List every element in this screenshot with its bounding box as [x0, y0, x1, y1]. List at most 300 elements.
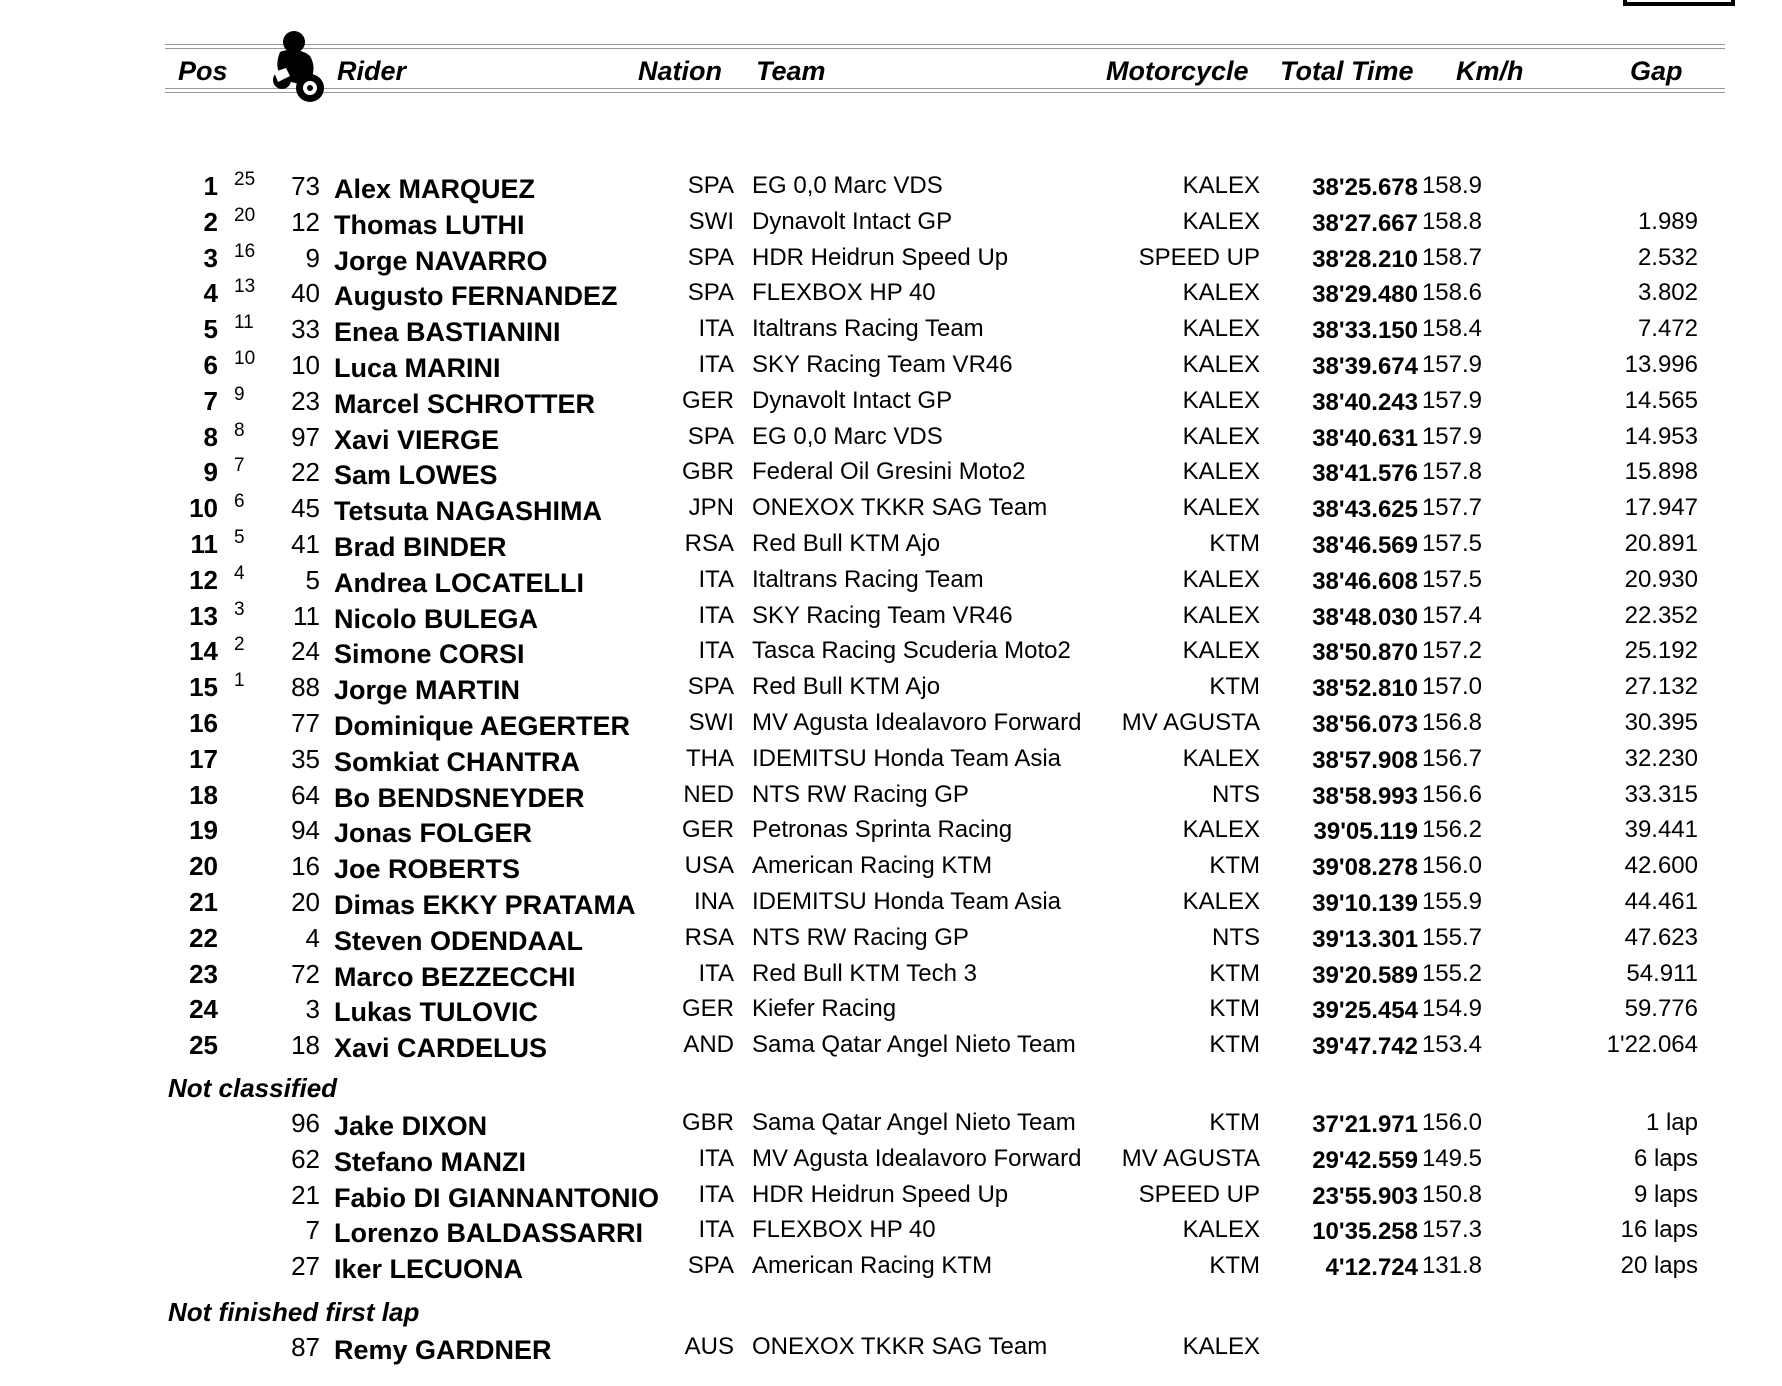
row-motorcycle: KALEX — [1182, 351, 1260, 378]
row-nation: AND — [683, 1031, 734, 1059]
row-position: 12 — [189, 564, 218, 595]
row-motorcycle: SPEED UP — [1138, 243, 1260, 271]
row-total-time: 38'58.993 — [1312, 782, 1418, 810]
row-rider-name: Augusto FERNANDEZ — [334, 281, 618, 312]
row-total-time: 39'10.139 — [1312, 890, 1418, 917]
row-speed: 155.9 — [1421, 888, 1482, 915]
row-motorcycle: KALEX — [1182, 816, 1260, 844]
corner-frame — [1623, 0, 1735, 6]
row-team: HDR Heidrun Speed Up — [752, 243, 1009, 271]
row-rider-name: Luca MARINI — [334, 353, 501, 383]
table-row — [0, 1027, 1782, 1063]
row-rider-number: 12 — [291, 206, 320, 237]
row-points: 7 — [234, 455, 245, 477]
row-speed: 156.0 — [1421, 852, 1482, 880]
row-rider-name: Enea BASTIANINI — [334, 317, 561, 348]
row-rider-number: 24 — [291, 636, 320, 667]
row-motorcycle: MV AGUSTA — [1121, 1144, 1260, 1172]
row-nation: ITA — [698, 351, 734, 378]
row-team: NTS RW Racing GP — [752, 923, 969, 951]
table-row — [0, 419, 1782, 455]
row-gap: 25.192 — [1624, 637, 1698, 665]
row-team: Kiefer Racing — [752, 995, 897, 1023]
row-total-time: 39'13.301 — [1312, 925, 1418, 953]
row-position: 23 — [189, 958, 218, 989]
row-speed: 156.8 — [1421, 709, 1482, 736]
row-gap: 16 laps — [1620, 1216, 1698, 1244]
row-gap: 14.565 — [1624, 386, 1698, 414]
row-rider-number: 23 — [291, 385, 320, 416]
table-row — [0, 991, 1782, 1027]
row-rider-name: Andrea LOCATELLI — [334, 567, 585, 598]
section-not-finished: Not finished first lap — [168, 1297, 420, 1327]
row-position: 17 — [189, 743, 218, 774]
row-total-time: 38'50.870 — [1312, 639, 1418, 667]
row-points: 4 — [234, 562, 245, 584]
row-speed: 154.9 — [1421, 995, 1482, 1023]
row-position: 14 — [189, 636, 218, 667]
row-nation: INA — [693, 888, 734, 915]
row-gap: 22.352 — [1624, 601, 1698, 629]
row-motorcycle: SPEED UP — [1138, 1180, 1260, 1208]
row-nation: SPA — [687, 422, 734, 450]
row-gap: 14.953 — [1624, 422, 1698, 450]
row-position: 6 — [203, 350, 218, 380]
header-rider: Rider — [337, 56, 407, 86]
row-team: Tasca Racing Scuderia Moto2 — [752, 637, 1071, 665]
row-nation: SPA — [687, 279, 734, 307]
row-rider-number: 3 — [305, 994, 320, 1025]
row-rider-name: Jonas FOLGER — [334, 818, 533, 849]
row-motorcycle: KALEX — [1182, 458, 1260, 486]
row-position: 10 — [189, 493, 218, 524]
row-speed: 158.9 — [1421, 172, 1482, 199]
row-nation: ITA — [698, 637, 734, 665]
row-points: 11 — [234, 312, 254, 334]
row-rider-name: Lukas TULOVIC — [334, 997, 539, 1028]
row-team: NTS RW Racing GP — [752, 780, 969, 808]
row-rider-name: Jake DIXON — [334, 1111, 488, 1141]
row-motorcycle: KTM — [1209, 852, 1260, 880]
row-team: EG 0,0 Marc VDS — [752, 422, 943, 450]
row-total-time: 39'25.454 — [1312, 997, 1418, 1025]
row-position: 24 — [189, 994, 218, 1025]
row-gap: 20.930 — [1624, 565, 1698, 593]
row-nation: RSA — [684, 923, 734, 951]
row-nation: GBR — [681, 1109, 734, 1136]
row-total-time: 38'57.908 — [1312, 746, 1418, 774]
row-total-time: 29'42.559 — [1312, 1146, 1418, 1174]
table-row — [0, 240, 1782, 276]
row-rider-name: Fabio DI GIANNANTONIO — [334, 1182, 660, 1213]
header-rule-bottom-2 — [165, 92, 1725, 93]
row-gap: 27.132 — [1624, 673, 1698, 701]
row-speed: 149.5 — [1421, 1144, 1482, 1172]
row-total-time: 38'40.631 — [1312, 424, 1418, 452]
table-row — [0, 526, 1782, 562]
row-speed: 155.2 — [1421, 959, 1482, 987]
table-row — [0, 1141, 1782, 1177]
row-motorcycle: KTM — [1209, 995, 1260, 1023]
row-nation: ITA — [698, 1216, 734, 1244]
table-row — [0, 1105, 1782, 1141]
row-points: 10 — [234, 348, 256, 369]
header-pos: Pos — [178, 56, 228, 86]
row-gap: 47.623 — [1624, 923, 1698, 951]
table-row — [0, 920, 1782, 956]
row-motorcycle: KALEX — [1182, 601, 1260, 629]
row-speed: 157.3 — [1421, 1216, 1482, 1244]
row-total-time: 38'27.667 — [1312, 209, 1418, 237]
row-nation: SPA — [687, 243, 734, 271]
row-motorcycle: KTM — [1209, 1031, 1260, 1059]
row-gap: 42.600 — [1624, 852, 1698, 880]
row-team: Italtrans Racing Team — [752, 565, 984, 593]
row-position: 16 — [189, 708, 218, 738]
row-motorcycle: NTS — [1212, 780, 1260, 808]
header-nation: Nation — [638, 56, 722, 86]
row-motorcycle: KALEX — [1182, 422, 1260, 450]
row-rider-name: Alex MARQUEZ — [334, 174, 536, 204]
row-rider-number: 41 — [291, 529, 320, 559]
row-total-time: 38'29.480 — [1312, 281, 1418, 309]
row-rider-number: 7 — [305, 1215, 320, 1246]
row-nation: SWI — [688, 709, 734, 736]
row-gap: 33.315 — [1624, 780, 1698, 808]
row-rider-number: 73 — [291, 171, 320, 201]
row-speed: 157.9 — [1421, 422, 1482, 450]
row-total-time: 38'46.569 — [1312, 532, 1418, 559]
row-rider-name: Somkiat CHANTRA — [334, 746, 581, 777]
section-not-classified: Not classified — [168, 1073, 338, 1103]
row-rider-name: Dimas EKKY PRATAMA — [334, 890, 636, 920]
row-nation: GER — [681, 386, 734, 414]
row-rider-name: Marco BEZZECCHI — [334, 961, 576, 992]
row-rider-number: 10 — [291, 350, 320, 380]
row-speed: 157.5 — [1421, 565, 1482, 593]
row-speed: 157.8 — [1421, 458, 1482, 486]
row-total-time: 10'35.258 — [1312, 1218, 1418, 1246]
row-team: EG 0,0 Marc VDS — [752, 172, 943, 199]
row-points: 13 — [234, 276, 256, 298]
row-total-time: 38'52.810 — [1312, 675, 1418, 703]
row-points: 1 — [234, 670, 245, 692]
row-team: MV Agusta Idealavoro Forward — [752, 709, 1082, 736]
row-motorcycle: KTM — [1209, 959, 1260, 987]
row-team: ONEXOX TKKR SAG Team — [752, 494, 1048, 522]
row-speed: 157.7 — [1421, 494, 1482, 522]
row-rider-name: Lorenzo BALDASSARRI — [334, 1218, 643, 1249]
row-rider-number: 35 — [291, 743, 320, 774]
row-motorcycle: NTS — [1212, 923, 1260, 951]
row-position: 25 — [189, 1030, 218, 1061]
row-speed: 157.5 — [1421, 530, 1482, 557]
row-nation: SPA — [687, 1252, 734, 1280]
row-rider-number: 94 — [291, 815, 320, 846]
row-points: 16 — [234, 240, 256, 262]
row-nation: RSA — [684, 530, 734, 557]
row-gap: 59.776 — [1624, 995, 1698, 1023]
row-position: 3 — [203, 242, 218, 273]
row-team: American Racing KTM — [752, 1252, 993, 1280]
row-nation: SPA — [687, 673, 734, 701]
row-team: Red Bull KTM Ajo — [752, 673, 941, 701]
row-speed: 150.8 — [1421, 1180, 1482, 1208]
row-rider-number: 22 — [291, 457, 320, 488]
row-rider-number: 5 — [305, 564, 320, 595]
row-gap: 15.898 — [1624, 458, 1698, 486]
row-rider-name: Simone CORSI — [334, 639, 525, 670]
row-rider-name: Brad BINDER — [334, 532, 507, 562]
row-motorcycle: KALEX — [1182, 315, 1260, 343]
row-rider-name: Marcel SCHROTTER — [334, 388, 596, 419]
row-total-time: 38'39.674 — [1312, 353, 1418, 380]
row-rider-number: 96 — [291, 1108, 320, 1138]
table-row — [0, 562, 1782, 598]
row-speed: 157.9 — [1421, 386, 1482, 414]
row-speed: 157.9 — [1421, 351, 1482, 378]
table-row — [0, 275, 1782, 311]
row-speed: 158.8 — [1421, 207, 1482, 235]
row-gap: 3.802 — [1637, 279, 1698, 307]
row-speed: 156.7 — [1421, 744, 1482, 772]
row-team: Red Bull KTM Tech 3 — [752, 959, 977, 987]
row-rider-name: Remy GARDNER — [334, 1335, 552, 1365]
row-motorcycle: KTM — [1209, 673, 1260, 701]
table-row — [0, 848, 1782, 884]
row-rider-name: Iker LECUONA — [334, 1254, 524, 1285]
row-motorcycle: KALEX — [1182, 565, 1260, 593]
row-position: 20 — [189, 851, 218, 882]
row-rider-number: 21 — [291, 1179, 320, 1210]
row-position: 15 — [189, 672, 218, 703]
row-nation: GBR — [681, 458, 734, 486]
row-motorcycle: MV AGUSTA — [1121, 709, 1260, 736]
table-row — [0, 884, 1782, 920]
row-motorcycle: KTM — [1209, 1252, 1260, 1280]
row-rider-name: Xavi CARDELUS — [334, 1033, 548, 1064]
row-motorcycle: KALEX — [1182, 744, 1260, 772]
row-gap: 39.441 — [1624, 816, 1698, 844]
row-total-time: 39'08.278 — [1312, 854, 1418, 882]
row-rider-name: Steven ODENDAAL — [334, 925, 584, 956]
row-rider-name: Dominique AEGERTER — [334, 711, 631, 741]
row-rider-number: 27 — [291, 1251, 320, 1282]
row-team: Italtrans Racing Team — [752, 315, 984, 343]
row-rider-number: 40 — [291, 278, 320, 309]
header-kmh: Km/h — [1456, 56, 1524, 86]
table-row — [0, 383, 1782, 419]
row-team: IDEMITSU Honda Team Asia — [752, 744, 1062, 772]
row-nation: ITA — [698, 601, 734, 629]
table-row — [0, 956, 1782, 992]
row-rider-number: 11 — [293, 600, 320, 631]
row-rider-name: Nicolo BULEGA — [334, 603, 539, 634]
row-points: 9 — [234, 383, 245, 405]
row-speed: 157.0 — [1421, 673, 1482, 701]
row-motorcycle: KALEX — [1182, 888, 1260, 915]
motorcycle-rider-icon — [266, 28, 332, 104]
row-motorcycle: KALEX — [1182, 207, 1260, 235]
row-gap: 17.947 — [1624, 494, 1698, 522]
row-motorcycle: KALEX — [1182, 1216, 1260, 1244]
row-position: 21 — [189, 887, 218, 917]
row-gap: 9 laps — [1633, 1180, 1698, 1208]
row-total-time: 38'43.625 — [1312, 496, 1418, 524]
row-motorcycle: KALEX — [1182, 637, 1260, 665]
row-gap: 7.472 — [1637, 315, 1698, 343]
row-team: SKY Racing Team VR46 — [752, 601, 1013, 629]
table-row — [0, 490, 1782, 526]
row-total-time: 39'05.119 — [1313, 818, 1418, 846]
row-total-time: 38'33.150 — [1312, 317, 1418, 345]
row-position: 22 — [189, 922, 218, 953]
row-rider-number: 33 — [291, 314, 320, 345]
row-motorcycle: KALEX — [1182, 172, 1260, 199]
row-speed: 156.2 — [1421, 816, 1482, 844]
row-position: 2 — [203, 206, 218, 237]
row-rider-name: Stefano MANZI — [334, 1146, 526, 1177]
row-nation: SPA — [687, 172, 734, 199]
row-nation: SWI — [688, 207, 734, 235]
row-position: 19 — [189, 815, 218, 846]
row-team: HDR Heidrun Speed Up — [752, 1180, 1009, 1208]
row-team: ONEXOX TKKR SAG Team — [752, 1333, 1048, 1360]
row-position: 11 — [190, 529, 218, 559]
table-row — [0, 777, 1782, 813]
row-total-time: 38'28.210 — [1312, 245, 1418, 273]
row-rider-name: Tetsuta NAGASHIMA — [334, 496, 603, 527]
row-nation: USA — [684, 852, 734, 880]
row-nation: GER — [681, 995, 734, 1023]
row-position: 7 — [203, 385, 218, 416]
row-total-time: 38'40.243 — [1312, 388, 1418, 416]
table-row — [0, 168, 1782, 204]
row-position: 5 — [203, 314, 218, 345]
table-row — [0, 598, 1782, 634]
row-points: 3 — [234, 598, 245, 620]
row-points: 2 — [234, 634, 245, 656]
row-team: SKY Racing Team VR46 — [752, 351, 1013, 378]
row-motorcycle: KALEX — [1182, 1333, 1260, 1360]
row-team: Federal Oil Gresini Moto2 — [752, 458, 1026, 486]
table-row — [0, 1329, 1782, 1365]
row-rider-number: 72 — [291, 958, 320, 989]
row-points: 20 — [234, 204, 256, 226]
row-speed: 157.4 — [1421, 601, 1482, 629]
row-rider-number: 62 — [291, 1143, 320, 1174]
row-team: FLEXBOX HP 40 — [752, 279, 936, 307]
header-total-time: Total Time — [1280, 56, 1414, 86]
row-nation: ITA — [698, 1144, 734, 1172]
header-rule-top-1 — [165, 44, 1725, 45]
row-position: 13 — [189, 600, 218, 631]
row-rider-number: 88 — [291, 672, 320, 703]
row-total-time: 39'20.589 — [1312, 961, 1418, 989]
row-nation: ITA — [698, 959, 734, 987]
row-total-time: 38'41.576 — [1312, 460, 1418, 488]
row-gap: 44.461 — [1624, 888, 1698, 915]
row-nation: NED — [683, 780, 734, 808]
row-speed: 156.6 — [1421, 780, 1482, 808]
row-total-time: 38'56.073 — [1312, 711, 1418, 738]
row-position: 18 — [189, 779, 218, 810]
row-rider-name: Joe ROBERTS — [334, 854, 521, 885]
row-motorcycle: KALEX — [1182, 386, 1260, 414]
row-team: FLEXBOX HP 40 — [752, 1216, 936, 1244]
table-row — [0, 311, 1782, 347]
row-rider-name: Xavi VIERGE — [334, 424, 500, 455]
row-rider-number: 45 — [291, 493, 320, 524]
table-row — [0, 204, 1782, 240]
row-speed: 155.7 — [1421, 923, 1482, 951]
row-gap: 1 lap — [1645, 1109, 1698, 1136]
row-rider-number: 64 — [291, 779, 320, 810]
row-gap: 20.891 — [1624, 530, 1698, 557]
row-speed: 131.8 — [1421, 1252, 1482, 1280]
row-gap: 30.395 — [1624, 709, 1698, 736]
row-rider-number: 77 — [291, 708, 320, 738]
row-motorcycle: KALEX — [1182, 279, 1260, 307]
table-row — [0, 454, 1782, 490]
row-motorcycle: KALEX — [1182, 494, 1260, 522]
header-motorcycle: Motorcycle — [1106, 56, 1249, 86]
row-team: Petronas Sprinta Racing — [752, 816, 1013, 844]
row-nation: ITA — [698, 1180, 734, 1208]
row-nation: THA — [686, 744, 734, 772]
row-total-time: 23'55.903 — [1312, 1182, 1418, 1210]
row-total-time: 37'21.971 — [1312, 1111, 1418, 1138]
table-row — [0, 1248, 1782, 1284]
header-rule-top-2 — [165, 48, 1725, 49]
row-rider-name: Jorge MARTIN — [334, 675, 521, 706]
table-row — [0, 669, 1782, 705]
table-row — [0, 347, 1782, 383]
row-gap: 54.911 — [1626, 959, 1698, 987]
row-speed: 153.4 — [1421, 1031, 1482, 1059]
row-team: Sama Qatar Angel Nieto Team — [752, 1031, 1076, 1059]
header-gap: Gap — [1630, 56, 1683, 86]
row-position: 8 — [203, 421, 218, 452]
row-team: Dynavolt Intact GP — [752, 207, 953, 235]
row-rider-name: Thomas LUTHI — [334, 209, 525, 240]
row-motorcycle: KTM — [1209, 1109, 1260, 1136]
row-rider-number: 4 — [305, 922, 320, 953]
row-rider-number: 87 — [291, 1332, 320, 1362]
row-total-time: 38'46.608 — [1312, 567, 1418, 595]
row-points: 8 — [234, 419, 245, 441]
row-motorcycle: KTM — [1209, 530, 1260, 557]
row-gap: 6 laps — [1633, 1144, 1698, 1172]
row-team: Sama Qatar Angel Nieto Team — [752, 1109, 1076, 1136]
row-total-time: 4'12.724 — [1325, 1254, 1418, 1282]
header-team: Team — [756, 56, 826, 86]
row-gap: 32.230 — [1624, 744, 1698, 772]
row-rider-name: Bo BENDSNEYDER — [334, 782, 585, 813]
row-rider-number: 16 — [291, 851, 320, 882]
row-position: 1 — [203, 171, 218, 201]
row-speed: 158.6 — [1421, 279, 1482, 307]
row-position: 9 — [203, 457, 218, 488]
row-rider-number: 18 — [291, 1030, 320, 1061]
row-nation: JPN — [688, 494, 734, 522]
table-row — [0, 1177, 1782, 1213]
row-rider-number: 9 — [305, 242, 320, 273]
row-points: 25 — [234, 169, 256, 190]
row-total-time: 39'47.742 — [1312, 1033, 1418, 1061]
table-row — [0, 812, 1782, 848]
row-gap: 20 laps — [1620, 1252, 1698, 1280]
